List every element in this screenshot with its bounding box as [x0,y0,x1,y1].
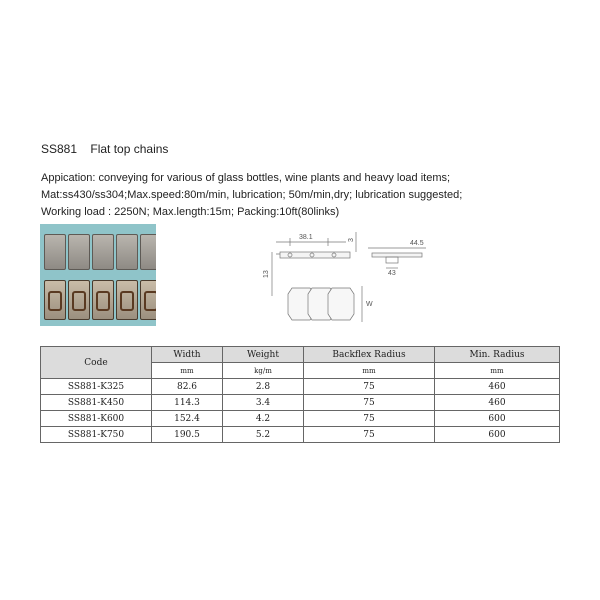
description-material: Mat:ss430/ss304;Max.speed:80m/min, lubrication; 50m/min,dry; lubrication suggested; [41,189,463,201]
cell-backflex-radius: 75 [304,379,435,395]
dim-height: 13 [263,270,270,278]
cell-width: 190.5 [152,427,223,443]
chain-top-view [44,234,156,270]
cell-code: SS881-K600 [41,411,152,427]
cell-width: 152.4 [152,411,223,427]
header-min-radius: Min. Radius [435,347,560,363]
table-row [41,379,560,395]
unit-width: mm [152,363,223,379]
product-code: SS881 [41,142,78,156]
description-application: Appication: conveying for various of glass bottles, wine plants and heavy load items; [41,172,451,184]
product-name: Flat top chains [90,142,169,156]
cell-weight: 5.2 [223,427,304,443]
dim-plate-width: W [366,301,373,308]
dim-side-small: 43 [388,270,396,277]
technical-drawing [262,226,432,328]
cell-min-radius: 600 [435,427,560,443]
cell-code: SS881-K750 [41,427,152,443]
cell-min-radius: 460 [435,379,560,395]
description-load: Working load : 2250N; Max.length:15m; Packing:10ft(80links) [41,206,340,218]
table-row [41,427,560,443]
cell-code: SS881-K450 [41,395,152,411]
product-title [41,142,168,156]
specification-table [40,346,560,443]
cell-min-radius: 460 [435,395,560,411]
dim-side-width: 44.5 [410,240,424,247]
table-row [41,411,560,427]
cell-backflex-radius: 75 [304,411,435,427]
cell-width: 82.6 [152,379,223,395]
cell-weight: 3.4 [223,395,304,411]
unit-min-radius: mm [435,363,560,379]
dim-pitch: 38.1 [299,234,313,241]
cell-weight: 4.2 [223,411,304,427]
cell-backflex-radius: 75 [304,395,435,411]
header-width: Width [152,347,223,363]
header-backflex-radius: Backflex Radius [304,347,435,363]
cell-backflex-radius: 75 [304,427,435,443]
chain-bottom-view [44,280,156,320]
table-row [41,395,560,411]
dim-thickness: 3 [348,238,355,242]
cell-min-radius: 600 [435,411,560,427]
unit-weight: kg/m [223,363,304,379]
chain-photo [40,224,156,326]
product-description [41,170,581,221]
unit-backflex-radius: mm [304,363,435,379]
header-code: Code [41,347,152,379]
cell-weight: 2.8 [223,379,304,395]
cell-width: 114.3 [152,395,223,411]
cell-code: SS881-K325 [41,379,152,395]
header-weight: Weight [223,347,304,363]
